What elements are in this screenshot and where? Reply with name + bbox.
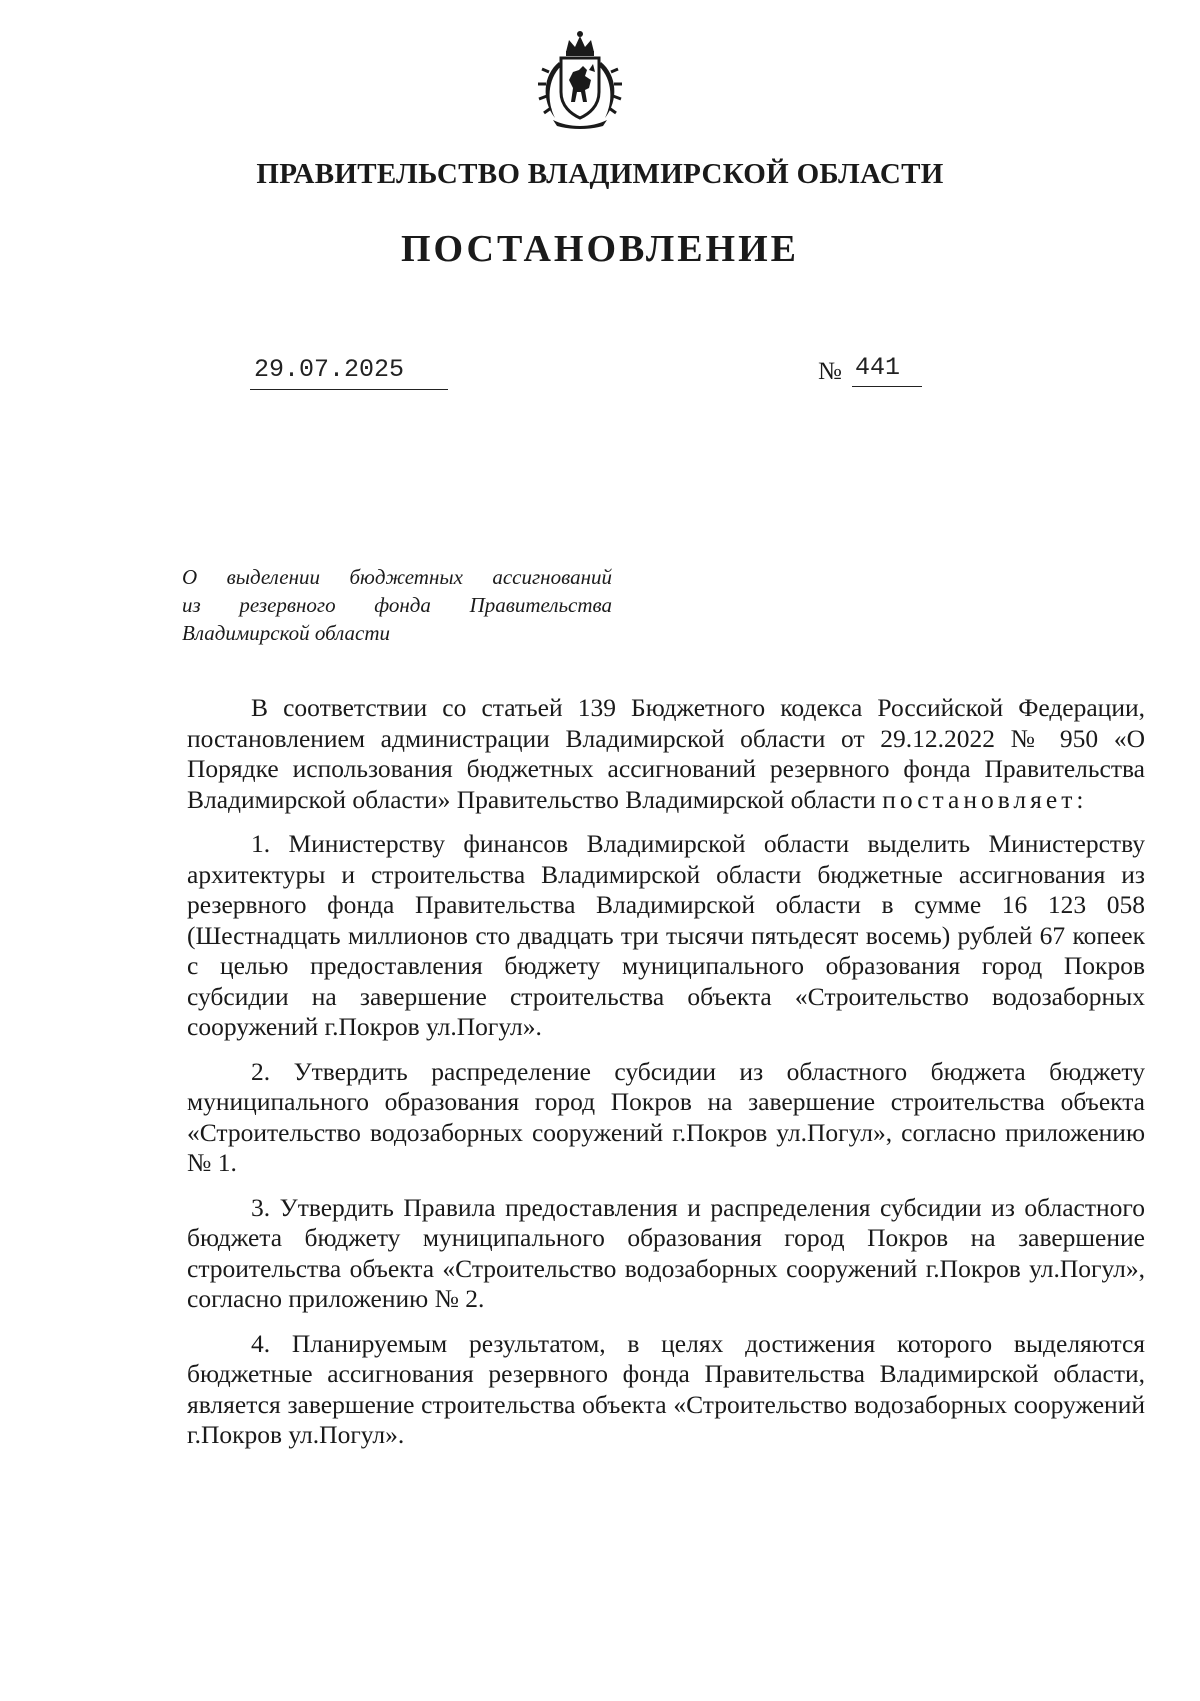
subject-line: О выделении бюджетных ассигнований: [182, 565, 612, 589]
clause-2: 2. Утвердить распределение субсидии из областного бюджета бюджету муниципального образования город Покров на завершение строительства объекта «Строительство водозаборных сооружений г.Покров ул.Погул», согласно приложению № 1.: [187, 1056, 1145, 1177]
number-underline: [852, 386, 922, 387]
clause-3: 3. Утвердить Правила предоставления и распределения субсидии из областного бюджета бюджету муниципального образования город Покров на завершение строительства объекта «Строительство водозаборных сооружений г.Покров ул.Погул», согласно приложению № 2.: [187, 1192, 1145, 1313]
document-number: 441: [855, 353, 901, 382]
agency-title: ПРАВИТЕЛЬСТВО ВЛАДИМИРСКОЙ ОБЛАСТИ: [256, 158, 944, 190]
document-date: 29.07.2025: [254, 355, 405, 384]
clause-4: 4. Планируемым результатом, в целях достижения которого выделяются бюджетные ассигнования резервного фонда Правительства Владимирской области, является завершение строительства объекта «Строительство водозаборных сооружений г.Покров ул.Погул».: [187, 1328, 1145, 1449]
document-subject: [182, 563, 612, 647]
subject-line: из резервного фонда Правительства: [182, 593, 612, 617]
clause-1: 1. Министерству финансов Владимирской области выделить Министерству архитектуры и строительства Владимирской области бюджетные ассигнования из резервного фонда Правительства Владимирской области в сумме 16 123 058 (Шестнадцать миллионов сто двадцать три тысячи пятьдесят восемь) рублей 67 копеек с целью предоставления бюджету муниципального образования город Покров субсидии на завершение строительства объекта «Строительство водозаборных сооружений г.Покров ул.Погул».: [187, 829, 1145, 1041]
preamble-text: В соответствии со статьей 139 Бюджетного кодекса Российской Федерации, постановлением администрации Владимирской области от 29.12.2022 № 950 «О Порядке использования бюджетных ассигнований резервного фонда Правительства Владимирской области» Правительство Владимирской области: [187, 693, 1145, 814]
document-body: [187, 693, 1145, 1451]
document-type-title: ПОСТАНОВЛЕНИЕ: [400, 228, 800, 270]
number-sign: №: [818, 358, 842, 385]
preamble-paragraph: [187, 693, 1145, 815]
preamble-decree-word: постановляет:: [882, 784, 1088, 814]
coat-of-arms-icon: [533, 30, 627, 130]
subject-line: Владимирской области: [182, 621, 391, 645]
date-underline: [250, 389, 448, 390]
